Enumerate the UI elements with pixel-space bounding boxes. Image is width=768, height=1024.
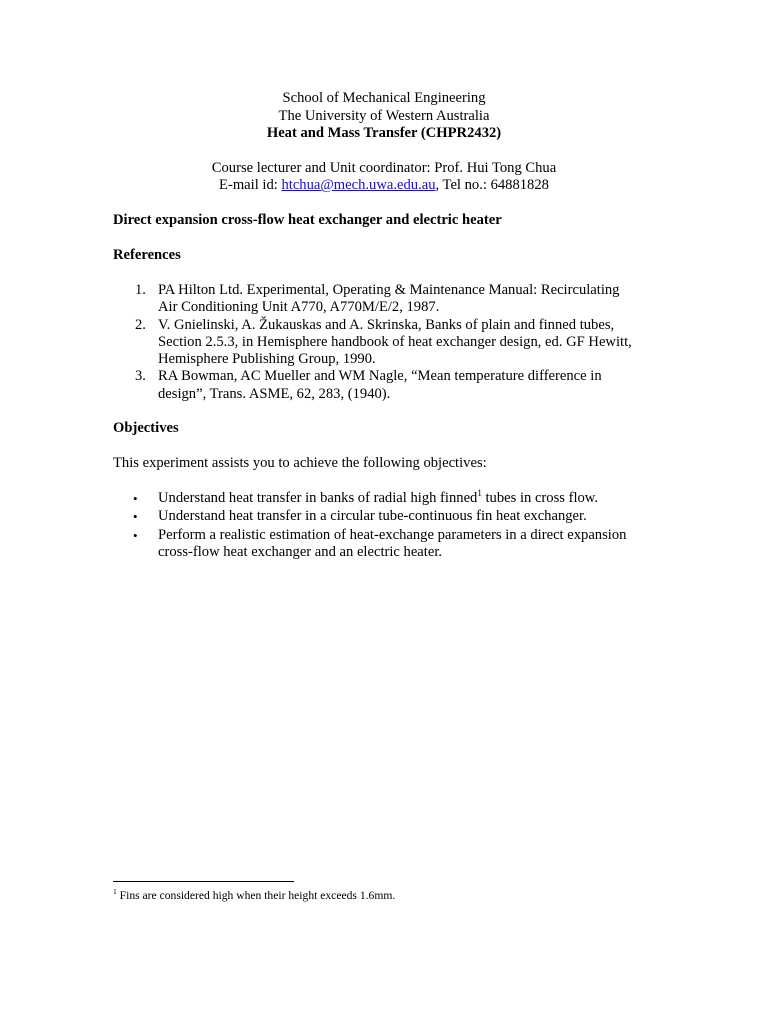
objectives-intro: This experiment assists you to achieve the following objectives: [113, 455, 487, 471]
reference-text: Air Conditioning Unit A770, A770M/E/2, 1987. [158, 299, 440, 315]
bullet-icon: • [133, 509, 138, 524]
footnote-marker: 1 [113, 887, 117, 896]
objective-text: Understand heat transfer in banks of radial high finned$^1$ tubes in cross flow. [158, 488, 599, 506]
objective-text: Perform a realistic estimation of heat-exchange parameters in a direct expansion [158, 527, 627, 543]
school-name: School of Mechanical Engineering [282, 90, 486, 106]
reference-number: 3. [135, 368, 146, 384]
reference-text: Hemisphere Publishing Group, 1990. [158, 351, 376, 367]
university-name: The University of Western Australia [278, 108, 490, 124]
reference-number: 2. [135, 317, 146, 333]
email-label: E-mail id: [219, 177, 282, 193]
footnote [113, 889, 395, 903]
reference-text: PA Hilton Ltd. Experimental, Operating & Maintenance Manual: Recirculating [158, 282, 620, 298]
course-title: Heat and Mass Transfer (CHPR2432) [266, 125, 502, 141]
footnote-divider [113, 881, 294, 882]
email-link[interactable]: htchua@mech.uwa.edu.au [281, 177, 436, 193]
reference-number: 1. [135, 282, 146, 298]
reference-text: Section 2.5.3, in Hemisphere handbook of heat exchanger design, ed. GF Hewitt, [158, 334, 632, 350]
tel-text: , Tel no.: 64881828 [435, 177, 549, 193]
reference-text: V. Gnielinski, A. Žukauskas and A. Skrinska, Banks of plain and finned tubes, [158, 317, 615, 333]
footnote-text: Fins are considered high when their height exceeds 1.6mm. [116, 889, 396, 902]
bullet-icon: • [133, 491, 138, 506]
references-heading: References [113, 247, 181, 263]
objectives-heading: Objectives [113, 420, 179, 436]
reference-text: design”, Trans. ASME, 62, 283, (1940). [158, 386, 391, 402]
bullet-icon: • [133, 528, 138, 543]
footnote-ref: 1 [477, 488, 482, 498]
reference-text: RA Bowman, AC Mueller and WM Nagle, “Mean temperature difference in [158, 368, 602, 384]
objective-text: cross-flow heat exchanger and an electric heater. [158, 544, 443, 560]
objective-text: Understand heat transfer in a circular tube-continuous fin heat exchanger. [158, 508, 587, 524]
contact-line [0, 177, 768, 194]
document-title: Direct expansion cross-flow heat exchanger and electric heater [113, 212, 502, 228]
lecturer-line: Course lecturer and Unit coordinator: Prof. Hui Tong Chua [211, 160, 557, 176]
